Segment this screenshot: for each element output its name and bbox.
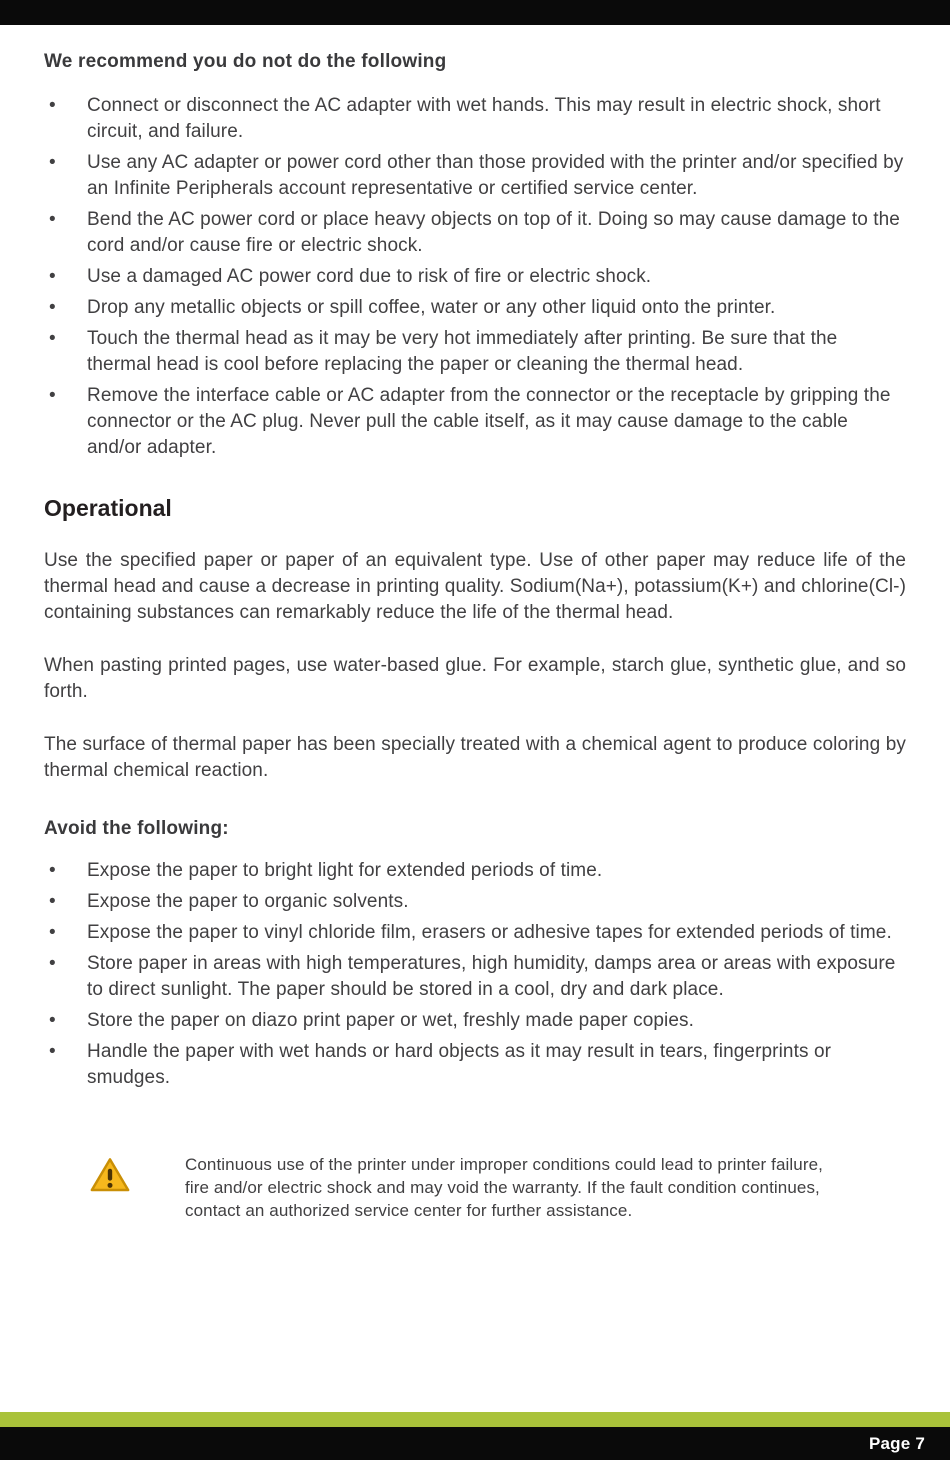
footer-bar [0, 1427, 950, 1460]
avoid-list [44, 858, 906, 1091]
list-item: • Touch the thermal head as it may be very hot immediately after printing. Be sure that the thermal head is cool before replacing the paper or cleaning the thermal head. [44, 326, 906, 378]
do-not-section-heading: We recommend you do not do the following [44, 51, 447, 72]
list-item: • Connect or disconnect the AC adapter with wet hands. This may result in electric shock, short circuit, and failure. [44, 93, 906, 145]
footer-accent-bar [0, 1412, 950, 1427]
page-number-label: Page 7 [868, 1433, 925, 1453]
operational-paragraph: Use the specified paper or paper of an equivalent type. Use of other paper may reduce life of the thermal head and cause a decrease in printing quality. Sodium(Na+), potassium(K+) and chlorine(Cl-) containing substances can remarkably reduce the life of the thermal head. [44, 550, 906, 623]
operational-section-heading: Operational [44, 495, 172, 521]
page-content [0, 25, 950, 1222]
avoid-section-heading: Avoid the following: [44, 818, 229, 839]
operational-paragraph: When pasting printed pages, use water-based glue. For example, starch glue, synthetic glue, and so forth. [44, 655, 906, 702]
do-not-list [44, 93, 906, 461]
list-item: • Store the paper on diazo print paper or wet, freshly made paper copies. [44, 1008, 906, 1034]
list-item: • Expose the paper to organic solvents. [44, 889, 906, 915]
warning-note [44, 1153, 906, 1222]
top-bar [0, 0, 950, 25]
warning-triangle-icon [90, 1153, 130, 1198]
operational-paragraph: The surface of thermal paper has been specially treated with a chemical agent to produce coloring by thermal chemical reaction. [44, 734, 906, 781]
list-item: • Bend the AC power cord or place heavy objects on top of it. Doing so may cause damage to the cord and/or cause fire or electric shock. [44, 207, 906, 259]
page-footer [0, 1412, 950, 1460]
list-item: • Remove the interface cable or AC adapter from the connector or the receptacle by gripping the connector or the AC plug. Never pull the cable itself, as it may cause damage to the cable and/or adapter. [44, 383, 906, 461]
list-item: • Drop any metallic objects or spill coffee, water or any other liquid onto the printer. [44, 295, 906, 321]
list-item: • Use any AC adapter or power cord other than those provided with the printer and/or specified by an Infinite Peripherals account representative or certified service center. [44, 150, 906, 202]
list-item: • Store paper in areas with high temperatures, high humidity, damps area or areas with exposure to direct sunlight. The paper should be stored in a cool, dry and dark place. [44, 951, 906, 1003]
warning-note-text: Continuous use of the printer under improper conditions could lead to printer failure, fire and/or electric shock and may void the warranty. If the fault condition continues, contact an authorized service center for further assistance. [185, 1155, 823, 1220]
list-item: • Expose the paper to vinyl chloride film, erasers or adhesive tapes for extended periods of time. [44, 920, 906, 946]
list-item: • Use a damaged AC power cord due to risk of fire or electric shock. [44, 264, 906, 290]
list-item: • Handle the paper with wet hands or hard objects as it may result in tears, fingerprints or smudges. [44, 1039, 906, 1091]
list-item: • Expose the paper to bright light for extended periods of time. [44, 858, 906, 884]
